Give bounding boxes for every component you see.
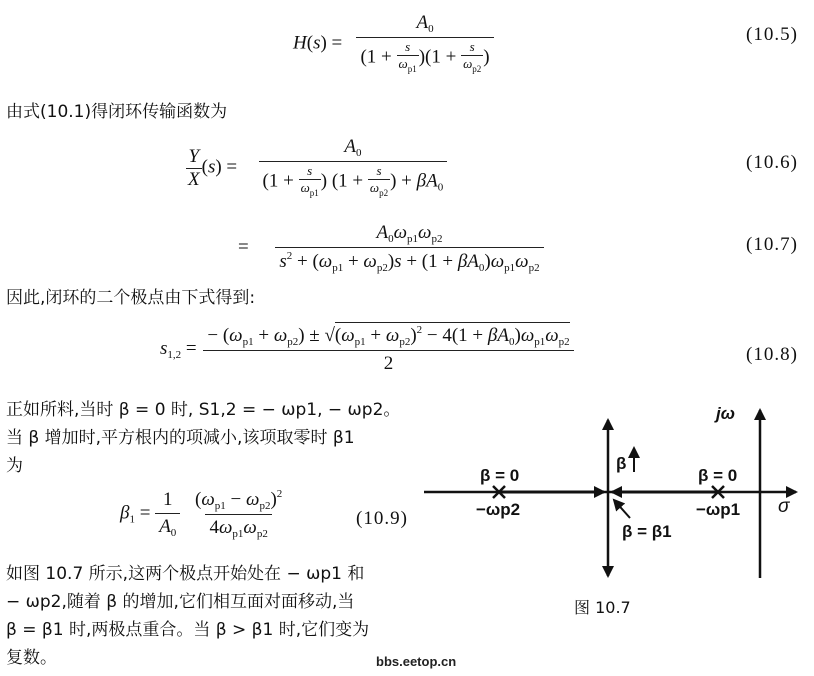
intro-text-10-8: 因此,闭环的二个极点由下式得到: [6, 288, 256, 308]
imaginary-axis-label: jω [716, 404, 735, 423]
equation-10-7: = $\frac{A_0\omega_{p1}\omega_{p2}}{s^2 + (\omega_{p1} + \omega_{p2})s + (1 + \beta A_0)\omega_{p1}\omega_{p2}}$ [238, 222, 563, 274]
equation-number-10-6: (10.6) [746, 152, 798, 173]
pole-left-label: −ωp2 [476, 500, 521, 519]
paragraph-2 [6, 560, 416, 672]
paragraph-1-line-1: 正如所料,当时 β = 0 时, S1,2 = − ωp1, − ωp2。 [6, 400, 401, 420]
equation-number-10-7: (10.7) [746, 234, 798, 255]
beta-zero-right-label: β = 0 [698, 466, 738, 485]
real-axis-label: σ [778, 496, 790, 517]
equation-10-6: $\frac{Y}{X}$ (s) = $A_0$ (1 + $\frac{s}{\omega_{p1}}$ ) (1 + $\frac{s}{\omega_{p2}}$ ) + $\beta A_0$ [186, 136, 462, 200]
meeting-point-label: β = β1 [622, 522, 672, 541]
pole-right-label: −ωp1 [696, 500, 741, 519]
equation-number-10-8: (10.8) [746, 344, 798, 365]
figure-10-7-diagram [418, 400, 810, 590]
meeting-point-pointer [614, 500, 630, 518]
intro-text-10-6: 由式(10.1)得闭环传输函数为 [6, 102, 228, 122]
paragraph-2-line-2: − ωp2,随着 β 的增加,它们相互面对面移动,当 [6, 592, 355, 612]
beta-zero-left-label: β = 0 [480, 466, 520, 485]
paragraph-2-line-4: 复数。 [6, 648, 57, 668]
equation-10-5: H(s) = $A_0$ (1 + $\frac{s}{\omega_{p1}}$ )(1 + $\frac{s}{\omega_{p2}}$ ) [293, 12, 499, 76]
paragraph-2-line-1: 如图 10.7 所示,这两个极点开始处在 − ωp1 和 [6, 564, 365, 584]
paragraph-1-line-2: 当 β 增加时,平方根内的项减小,该项取零时 β1 [6, 428, 355, 448]
paragraph-1-line-3: 为 [6, 456, 23, 476]
equation-10-8: $s_{1,2}$ = $\frac{- (\omega_{p1} + \omega_{p2}) \pm √(\omega_{p1} + \omega_{p2})^2 - 4(1 + \beta A_0)\omega_{p1}\omega_{p2}}{2}$ [160, 324, 574, 375]
equation-10-9: $\beta_1$ = $\frac{1}{A_0}$ $\frac{(\omega_{p1} - \omega_{p2})^2}{4\omega_{p1}\omega_{p2}}$ [120, 488, 283, 540]
watermark: bbs.eetop.cn [376, 654, 457, 669]
equation-number-10-9: (10.9) [356, 508, 408, 529]
beta-arrow-label: β [616, 454, 627, 473]
paragraph-1 [6, 396, 416, 480]
paragraph-2-line-3: β = β1 时,两极点重合。当 β > β1 时,它们变为 [6, 620, 370, 640]
figure-caption: 图 10.7 [574, 598, 631, 617]
equation-number-10-5: (10.5) [746, 24, 798, 45]
